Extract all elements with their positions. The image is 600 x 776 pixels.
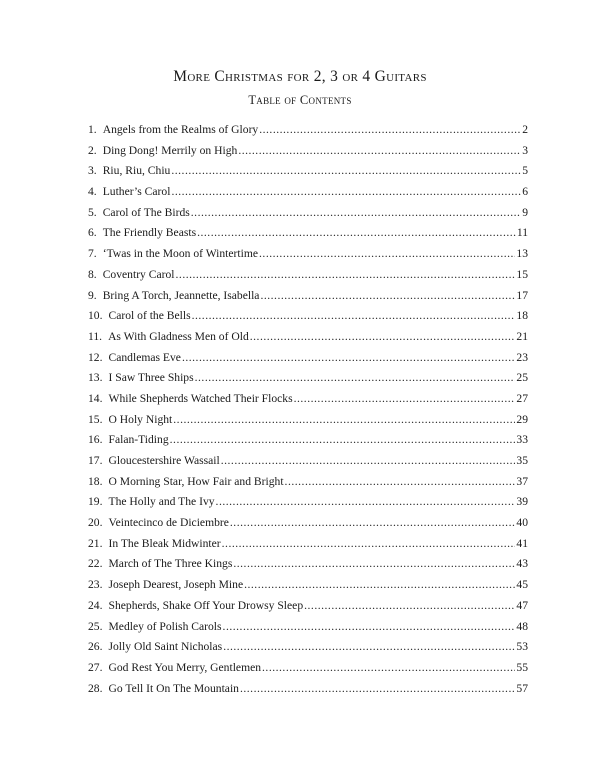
toc-entry	[88, 306, 528, 327]
toc-entry-number: 23.	[88, 578, 103, 592]
toc-entry-title: Joseph Dearest, Joseph Mine	[108, 578, 244, 592]
toc-entry	[88, 575, 528, 596]
toc-entry-page: 48	[516, 619, 528, 633]
dot-leader	[222, 534, 516, 555]
dot-leader	[197, 223, 516, 244]
toc-entry-number: 6.	[88, 226, 97, 240]
toc-entry	[88, 286, 528, 307]
toc-entry-page: 37	[516, 474, 528, 488]
toc-entry-page: 11	[516, 226, 528, 240]
toc-entry-title: March of The Three Kings	[108, 557, 233, 571]
toc-entry-title: ‘Twas in the Moon of Wintertime	[102, 247, 259, 261]
toc-entry-title: Angels from the Realms of Glory	[102, 123, 259, 136]
toc-entry	[88, 617, 528, 638]
toc-entry	[88, 223, 528, 244]
toc-entry-number: 25.	[88, 619, 103, 633]
toc-entry-number: 15.	[88, 412, 103, 426]
toc-entry-page: 47	[516, 598, 528, 612]
toc-entry-number: 12.	[88, 350, 103, 364]
toc-entry-title: As With Gladness Men of Old	[108, 329, 249, 343]
toc-entry-number: 14.	[88, 391, 103, 405]
dot-leader	[233, 554, 515, 575]
toc-entry-page: 41	[516, 536, 528, 550]
toc-entry	[88, 534, 528, 555]
toc-heading: Table of Contents	[248, 93, 352, 107]
toc-entry-number: 21.	[88, 536, 103, 550]
toc-entry-title: God Rest You Merry, Gentlemen	[108, 660, 262, 674]
toc-entry-title: Gloucestershire Wassail	[108, 454, 220, 467]
toc-entry-number: 18.	[88, 474, 103, 488]
dot-leader	[173, 410, 515, 431]
toc-entry-number: 4.	[88, 185, 97, 199]
toc-entry	[88, 513, 528, 534]
toc-entry-title: Coventry Carol	[102, 267, 175, 281]
dot-leader	[216, 492, 516, 513]
toc-entry-title: Jolly Old Saint Nicholas	[108, 640, 223, 654]
toc-entry-page: 53	[516, 640, 528, 654]
toc-entry-title: Shepherds, Shake Off Your Drowsy Sleep	[108, 598, 304, 612]
toc-entry	[88, 451, 528, 472]
toc-entry-number: 1.	[88, 123, 97, 136]
toc-entry-page: 15	[516, 267, 528, 281]
toc-entry-title: Carol of the Bells	[108, 309, 191, 323]
toc-entry-title: O Morning Star, How Fair and Bright	[108, 474, 284, 488]
dot-leader	[223, 617, 516, 638]
toc-entry	[88, 596, 528, 617]
toc-entry-number: 20.	[88, 516, 103, 530]
table-of-contents	[88, 120, 528, 699]
dot-leader	[191, 203, 521, 224]
toc-entry-number: 13.	[88, 371, 103, 385]
toc-entry-title: The Holly and The Ivy	[108, 495, 215, 509]
toc-entry-page: 40	[516, 516, 528, 530]
toc-entry-page: 9	[522, 205, 528, 219]
dot-leader	[182, 348, 515, 369]
toc-entry-number: 10.	[88, 309, 103, 323]
dot-leader	[230, 513, 516, 534]
toc-entry	[88, 348, 528, 369]
toc-entry	[88, 472, 528, 493]
toc-entry-title: Riu, Riu, Chiu	[102, 164, 171, 178]
toc-entry-page: 43	[516, 557, 528, 571]
dot-leader	[259, 244, 515, 265]
toc-entry-page: 17	[516, 288, 528, 302]
toc-entry	[88, 554, 528, 575]
toc-entry-page: 45	[516, 578, 528, 592]
toc-entry	[88, 637, 528, 658]
toc-entry-page: 25	[516, 371, 528, 385]
toc-entry-title: In The Bleak Midwinter	[108, 536, 221, 550]
dot-leader	[238, 141, 521, 162]
toc-entry-number: 22.	[88, 557, 103, 571]
toc-entry-number: 5.	[88, 205, 97, 219]
dot-leader	[294, 389, 516, 410]
toc-entry-number: 16.	[88, 433, 103, 447]
toc-entry-number: 27.	[88, 660, 103, 674]
toc-entry	[88, 389, 528, 410]
dot-leader	[304, 596, 515, 617]
dot-leader	[250, 327, 516, 348]
toc-entry	[88, 265, 528, 286]
dot-leader	[171, 182, 521, 203]
toc-entry	[88, 658, 528, 679]
toc-entry-page: 27	[516, 391, 528, 405]
toc-entry-page: 3	[522, 143, 528, 157]
dot-leader	[171, 161, 521, 182]
dot-leader	[240, 679, 515, 700]
toc-entry-title: The Friendly Beasts	[102, 226, 197, 240]
toc-entry-title: Go Tell It On The Mountain	[108, 681, 239, 695]
dot-leader	[259, 120, 521, 141]
dot-leader	[223, 637, 515, 658]
toc-entry-page: 33	[516, 433, 528, 447]
toc-entry	[88, 161, 528, 182]
toc-entry-title: Ding Dong! Merrily on High	[102, 143, 238, 157]
toc-entry-page: 21	[516, 329, 528, 343]
toc-entry-title: O Holy Night	[108, 412, 173, 426]
dot-leader	[192, 306, 516, 327]
toc-entry	[88, 244, 528, 265]
toc-entry-page: 18	[516, 309, 528, 323]
toc-entry-number: 8.	[88, 267, 97, 281]
toc-entry-number: 2.	[88, 143, 97, 157]
dot-leader	[195, 368, 516, 389]
toc-entry-number: 24.	[88, 598, 103, 612]
toc-entry-page: 57	[516, 681, 528, 695]
toc-entry-number: 19.	[88, 495, 103, 509]
toc-entry	[88, 410, 528, 431]
toc-entry	[88, 120, 528, 141]
toc-entry	[88, 327, 528, 348]
toc-entry-page: 29	[516, 412, 528, 426]
toc-entry-title: Bring A Torch, Jeannette, Isabella	[102, 288, 260, 302]
toc-entry-title: Candlemas Eve	[108, 350, 181, 364]
toc-entry-number: 9.	[88, 288, 97, 302]
toc-entry-number: 7.	[88, 247, 97, 261]
toc-entry-number: 28.	[88, 681, 103, 695]
toc-entry-title: Falan-Tiding	[108, 433, 169, 447]
toc-entry-title: Luther’s Carol	[102, 185, 171, 199]
toc-entry	[88, 430, 528, 451]
toc-entry-page: 6	[522, 185, 528, 199]
dot-leader	[285, 472, 516, 493]
dot-leader	[176, 265, 516, 286]
toc-entry-page: 23	[516, 350, 528, 364]
toc-entry	[88, 492, 528, 513]
toc-entry-page: 35	[516, 454, 528, 467]
toc-entry-title: Veintecinco de Diciembre	[108, 516, 229, 530]
toc-entry	[88, 141, 528, 162]
toc-entry	[88, 679, 528, 700]
toc-entry	[88, 182, 528, 203]
toc-entry-number: 17.	[88, 454, 103, 467]
toc-entry-number: 11.	[88, 329, 103, 343]
dot-leader	[170, 430, 516, 451]
toc-entry-page: 2	[522, 123, 528, 136]
toc-entry-page: 5	[522, 164, 528, 178]
toc-entry-title: Carol of The Birds	[102, 205, 190, 219]
toc-entry-page: 13	[516, 247, 528, 261]
toc-entry-page: 39	[516, 495, 528, 509]
dot-leader	[262, 658, 515, 679]
toc-entry-number: 3.	[88, 164, 97, 178]
dot-leader	[260, 286, 515, 307]
toc-entry-title: Medley of Polish Carols	[108, 619, 222, 633]
toc-entry-page: 55	[516, 660, 528, 674]
dot-leader	[221, 451, 516, 472]
toc-entry	[88, 203, 528, 224]
toc-entry-number: 26.	[88, 640, 103, 654]
document-title: More Christmas for 2, 3 or 4 Guitars	[173, 68, 427, 85]
toc-entry-title: I Saw Three Ships	[108, 371, 194, 385]
toc-entry-title: While Shepherds Watched Their Flocks	[108, 391, 293, 405]
dot-leader	[244, 575, 515, 596]
toc-entry	[88, 368, 528, 389]
